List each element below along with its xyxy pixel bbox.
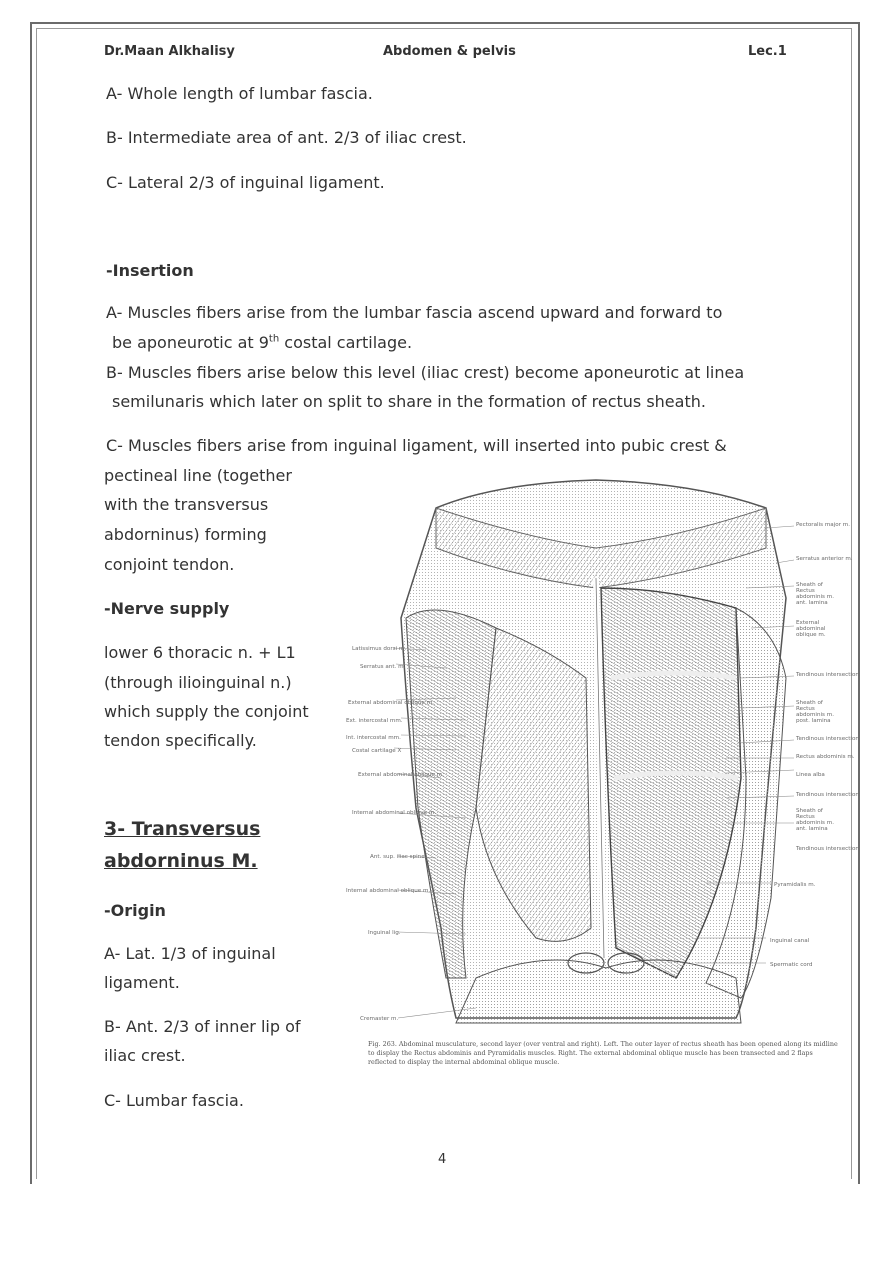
figure-label-right-15: Spermatic cord <box>770 962 813 968</box>
figure-label-left-3: External abdominal oblique m. <box>348 700 434 706</box>
transversus-title-line1: 3- Transversus <box>104 818 261 840</box>
transversus-origin-a-line1: A- Lat. 1/3 of inguinal <box>104 944 276 963</box>
nerve-line4: tendon specifically. <box>104 731 257 750</box>
figure-label-right-4: External abdominal oblique m. <box>796 620 826 638</box>
nerve-line1: lower 6 thoracic n. + L1 <box>104 643 296 662</box>
figure-label-right-9: Linea alba <box>796 772 825 778</box>
figure-label-left-12: Cremaster m. <box>360 1016 399 1022</box>
insertion-a-superscript: th <box>268 333 280 345</box>
figure-label-left-1: Latissimus dorsi m. <box>352 646 407 652</box>
figure-label-left-9: Ant. sup. iliac spine <box>370 854 425 860</box>
figure-label-right-7: Tendinous intersection <box>796 736 859 742</box>
header-subject: Abdomen & pelvis <box>383 44 516 59</box>
transversus-title-line2: abdorninus M. <box>104 850 258 872</box>
origin-item-b: B- Intermediate area of ant. 2/3 of iliac crest. <box>106 128 467 147</box>
nerve-heading: -Nerve supply <box>104 599 230 618</box>
insertion-a-text-pre: be aponeurotic at 9 <box>112 333 269 352</box>
insertion-a-line2 <box>112 333 412 352</box>
transversus-origin-a-line2: ligament. <box>104 973 180 992</box>
figure-label-left-4: Ext. intercostal mm. <box>346 718 403 724</box>
figure-label-right-3: Sheath of Rectus abdominis m. ant. lamina <box>796 582 834 606</box>
abdominal-muscle-figure <box>346 478 842 1030</box>
figure-label-right-6: Sheath of Rectus abdominis m. post. lamina <box>796 700 834 724</box>
figure-label-right-13: Pyramidalis m. <box>774 882 816 888</box>
figure-label-left-7: External abdominal oblique m. <box>358 772 444 778</box>
insertion-c-line1: C- Muscles fibers arise from inguinal ligament, will inserted into pubic crest & <box>106 436 727 455</box>
transversus-origin-b-line1: B- Ant. 2/3 of inner lip of <box>104 1017 301 1036</box>
origin-item-c: C- Lateral 2/3 of inguinal ligament. <box>106 173 385 192</box>
insertion-a-text-post: costal cartilage. <box>279 333 413 352</box>
figure-label-right-14: Inguinal canal <box>770 938 810 944</box>
insertion-c-line2: pectineal line (together <box>104 466 292 485</box>
figure-caption: Fig. 263. Abdominal musculature, second layer (over ventral and right). Left. The outer layer of rectus sheath has been opened along its midline to display the Rectus abdominis and Pyramidalis muscles. Right. The external abdominal oblique muscle has been transected and 2 flaps reflected to display the internal abdominal oblique muscle. <box>368 1040 838 1066</box>
figure-label-right-11: Sheath of Rectus abdominis m. ant. lamina <box>796 808 834 832</box>
figure-label-left-6: Costal cartilage X <box>352 748 402 754</box>
figure-label-left-2: Serratus ant. m. <box>360 664 406 670</box>
insertion-c-line4: abdorninus) forming <box>104 525 267 544</box>
anatomy-illustration <box>346 478 842 1030</box>
origin-item-a: A- Whole length of lumbar fascia. <box>106 84 373 103</box>
insertion-a-line1: A- Muscles fibers arise from the lumbar fascia ascend upward and forward to <box>106 303 723 322</box>
nerve-line3: which supply the conjoint <box>104 702 309 721</box>
nerve-line2: (through ilioinguinal n.) <box>104 673 292 692</box>
transversus-origin-c-line1: C- Lumbar fascia. <box>104 1091 244 1110</box>
figure-label-right-1: Pectoralis major m. <box>796 522 850 528</box>
transversus-origin-heading: -Origin <box>104 901 166 920</box>
insertion-b-line2: semilunaris which later on split to share in the formation of rectus sheath. <box>112 392 706 411</box>
figure-label-right-2: Serratus anterior m. <box>796 556 853 562</box>
figure-label-right-12: Tendinous intersection <box>796 846 859 852</box>
header-author: Dr.Maan Alkhalisy <box>104 44 235 59</box>
figure-label-left-8: Internal abdominal oblique m. <box>352 810 437 816</box>
figure-label-right-5: Tendinous intersection <box>796 672 859 678</box>
page-number: 4 <box>438 1152 447 1167</box>
figure-label-left-10: Internal abdominal oblique m. <box>346 888 431 894</box>
figure-label-right-8: Rectus abdominis m. <box>796 754 855 760</box>
insertion-c-line5: conjoint tendon. <box>104 555 235 574</box>
header-lecture: Lec.1 <box>748 44 787 59</box>
figure-label-left-5: Int. intercostal mm. <box>346 735 401 741</box>
insertion-b-line1: B- Muscles fibers arise below this level (iliac crest) become aponeurotic at linea <box>106 363 745 382</box>
figure-label-right-10: Tendinous intersection <box>796 792 859 798</box>
transversus-origin-b-line2: iliac crest. <box>104 1046 186 1065</box>
figure-label-left-11: Inguinal lig. <box>368 930 401 936</box>
insertion-heading: -Insertion <box>106 261 194 280</box>
insertion-c-line3: with the transversus <box>104 495 269 514</box>
